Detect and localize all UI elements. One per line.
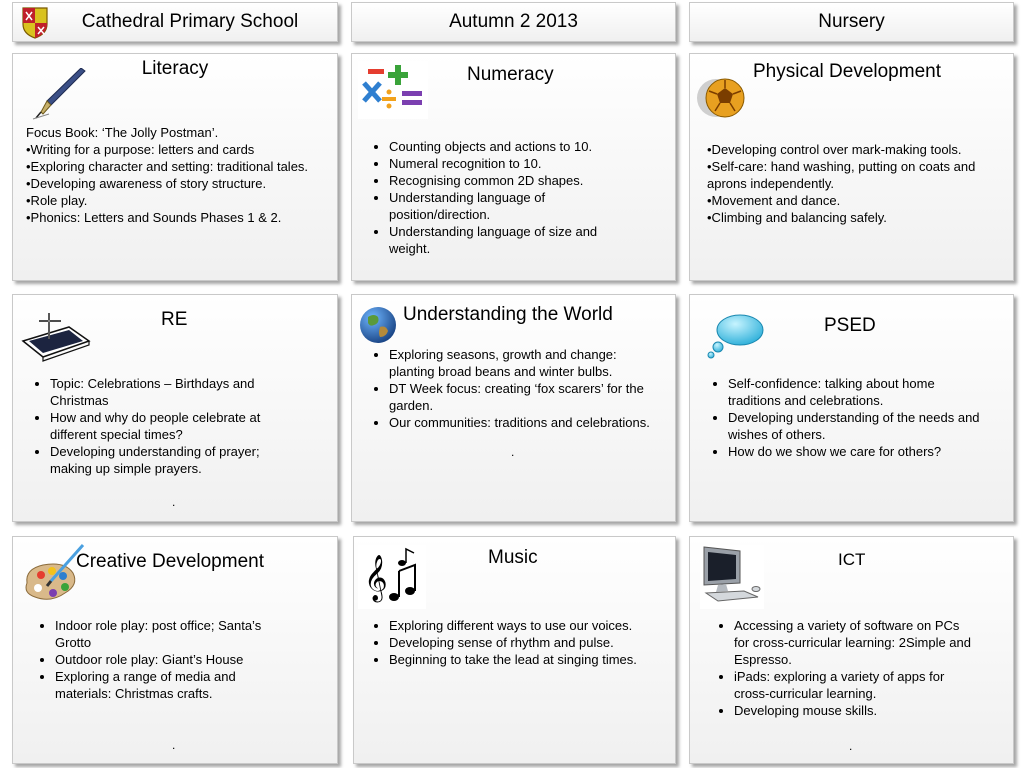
re-list	[29, 375, 299, 477]
literacy-body	[26, 124, 316, 226]
list-item: • How do we show we care for others?	[728, 443, 982, 460]
list-item: • Indoor role play: post office; Santa’s Grotto	[55, 617, 294, 651]
list-item: • Beginning to take the lead at singing times.	[389, 651, 648, 668]
list-item: • Exploring seasons, growth and change: planting broad beans and winter bulbs.	[389, 346, 650, 380]
physical-body	[707, 141, 997, 226]
speech-bubble-icon	[706, 313, 764, 363]
list-item: • Self-confidence: talking about home traditions and celebrations.	[728, 375, 982, 409]
physical-card	[689, 53, 1014, 281]
creative-title: Creative Development	[76, 551, 264, 572]
list-item: • Counting objects and actions to 10.	[389, 138, 630, 155]
svg-text:𝄞: 𝄞	[364, 555, 388, 601]
trailing-dot: .	[849, 739, 853, 753]
class-name: Nursery	[818, 11, 885, 32]
math-symbols-icon	[358, 61, 428, 123]
list-item: • Numeral recognition to 10.	[389, 155, 630, 172]
trailing-dot: .	[172, 495, 176, 509]
list-item: • iPads: exploring a variety of apps for cross-curricular learning.	[734, 668, 978, 702]
ict-body	[713, 617, 978, 719]
literacy-line: •Developing awareness of story structure.	[26, 176, 267, 191]
list-item: • Accessing a variety of software on PCs for cross-curricular learning: 2Simple and Espresso.	[734, 617, 978, 668]
literacy-line: •Writing for a purpose: letters and cards	[26, 142, 255, 157]
psed-body	[707, 375, 982, 460]
literacy-card	[12, 53, 338, 281]
re-body	[29, 375, 299, 477]
music-title: Music	[488, 547, 538, 568]
music-list	[368, 617, 648, 668]
list-item: • Developing understanding of prayer; making up simple prayers.	[50, 443, 299, 477]
re-card	[12, 294, 338, 522]
world-title: Understanding the World	[403, 304, 613, 325]
list-item: • DT Week focus: creating ‘fox scarers’ for the garden.	[389, 380, 650, 414]
psed-card	[689, 294, 1014, 522]
list-item: • Recognising common 2D shapes.	[389, 172, 630, 189]
psed-list	[707, 375, 982, 460]
list-item: • Developing sense of rhythm and pulse.	[389, 634, 648, 651]
music-notes-icon	[358, 545, 426, 613]
physical-line: •Developing control over mark-making tools.	[707, 142, 962, 157]
trailing-dot: .	[511, 445, 515, 459]
numeracy-body	[368, 138, 630, 257]
header-school-box	[12, 2, 338, 42]
list-item: • Developing understanding of the needs and wishes of others.	[728, 409, 982, 443]
computer-icon	[700, 545, 764, 613]
school-name: Cathedral Primary School	[81, 11, 299, 32]
list-item: • Exploring a range of media and materials: Christmas crafts.	[55, 668, 294, 702]
football-icon	[696, 76, 748, 124]
ict-list	[713, 617, 978, 719]
creative-body	[34, 617, 294, 702]
list-item: • Understanding language of size and weight.	[389, 223, 630, 257]
ict-title: ICT	[838, 550, 866, 569]
list-item: • Our communities: traditions and celebrations.	[389, 414, 650, 431]
physical-title: Physical Development	[753, 61, 941, 82]
literacy-line: •Exploring character and setting: traditional tales.	[26, 159, 309, 174]
literacy-title: Literacy	[141, 58, 209, 79]
header-class-box	[689, 2, 1014, 42]
list-item: • Outdoor role play: Giant’s House	[55, 651, 294, 668]
bible-cross-icon	[19, 311, 93, 367]
numeracy-title: Numeracy	[467, 64, 554, 85]
physical-line: •Self-care: hand washing, putting on coats and aprons independently.	[707, 159, 976, 191]
re-title: RE	[161, 309, 188, 330]
physical-line: •Climbing and balancing safely.	[707, 210, 887, 225]
list-item: • Topic: Celebrations – Birthdays and Christmas	[50, 375, 299, 409]
world-card	[351, 294, 676, 522]
numeracy-card	[351, 53, 676, 281]
world-list	[368, 346, 650, 431]
world-body	[368, 346, 650, 431]
header-term-box	[351, 2, 676, 42]
ict-card	[689, 536, 1014, 764]
literacy-line: •Role play.	[26, 193, 88, 208]
list-item: • Developing mouse skills.	[734, 702, 978, 719]
globe-icon	[358, 305, 398, 349]
psed-title: PSED	[824, 315, 876, 336]
list-item: • Understanding language of position/direction.	[389, 189, 630, 223]
music-body	[368, 617, 648, 668]
music-card	[353, 536, 676, 764]
term-label: Autumn 2 2013	[449, 11, 578, 32]
list-item: • How and why do people celebrate at different special times?	[50, 409, 299, 443]
creative-list	[34, 617, 294, 702]
trailing-dot: .	[172, 738, 176, 752]
literacy-line: Focus Book: ‘The Jolly Postman’.	[26, 125, 219, 140]
numeracy-list	[368, 138, 630, 257]
list-item: • Exploring different ways to use our voices.	[389, 617, 648, 634]
school-crest-icon	[21, 6, 49, 46]
literacy-line: •Phonics: Letters and Sounds Phases 1 & 2.	[26, 210, 282, 225]
physical-line: •Movement and dance.	[707, 193, 841, 208]
creative-card	[12, 536, 338, 764]
